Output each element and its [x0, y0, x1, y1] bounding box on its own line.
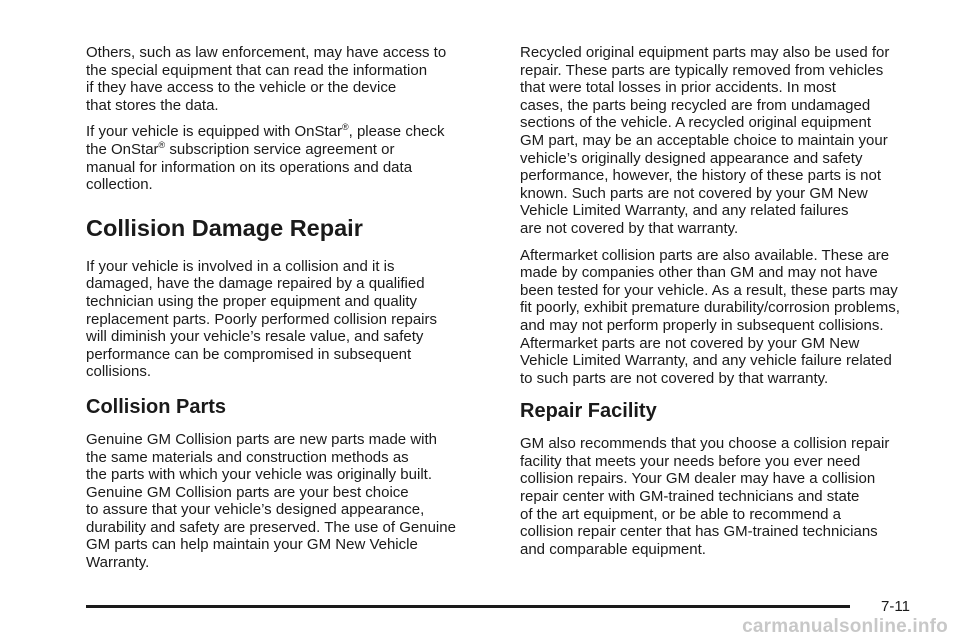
recycled-parts-paragraph: Recycled original equipment parts may also be used for repair. These parts are typically removed from vehicles that were total losses in prior accidents. In most cases, the parts being recycled are from undamaged sections of the vehicle. A recycled original equipment GM part, may be an acceptable choice to maintain your vehicle’s originally designed appearance and safety performance, however, the history of these parts is not known. Such parts are not covered by your GM New Vehicle Limited Warranty, and any related failures are not covered by that warranty.	[520, 44, 890, 237]
onstar-text-a: If your vehicle is equipped with OnStar	[86, 123, 342, 141]
law-enforcement-paragraph: Others, such as law enforcement, may have access to the special equipment that can read the information if they have access to the vehicle or the device that stores the data.	[86, 44, 447, 114]
watermark: carmanualsonline.info	[742, 616, 948, 637]
collision-damage-paragraph: If your vehicle is involved in a collision and it is damaged, have the damage repaired by a qualified technician using the proper equipment and quality replacement parts. Poorly performed collision repairs will diminish your vehicle’s resale value, and safety performance can be compromised in subsequent collisions.	[86, 257, 437, 381]
page-number: 7-11	[881, 598, 910, 615]
aftermarket-parts-paragraph: Aftermarket collision parts are also available. These are made by companies other than GM and may not have been tested for your vehicle. As a result, these parts may fit poorly, exhibit premature durability/corrosion problems, and may not perform properly in subsequent collisions. Aftermarket parts are not covered by your GM New Vehicle Limited Warranty, and any vehicle failure related to such parts are not covered by that warranty.	[520, 246, 900, 387]
heading-collision-damage-repair: Collision Damage Repair	[86, 214, 363, 241]
onstar-text-c: subscription service agreement or manual for information on its operations and data collection.	[86, 140, 413, 194]
genuine-parts-paragraph: Genuine GM Collision parts are new parts made with the same materials and construction methods as the parts with which your vehicle was originally built. Genuine GM Collision parts are your best choice to assure that your vehicle’s designed appearance, durability and safety are preserved. The use of Genuine GM parts can help maintain your GM New Vehicle Warranty.	[86, 430, 456, 572]
repair-facility-paragraph: GM also recommends that you choose a collision repair facility that meets your needs before you ever need collision repairs. Your GM dealer may have a collision repair center with GM-trained technicians and state of the art equipment, or be able to recommend a collision repair center that has GM-trained technicians and comparable equipment.	[520, 435, 890, 558]
heading-repair-facility: Repair Facility	[520, 400, 657, 423]
registered-mark: ®	[158, 139, 166, 150]
right-column	[520, 44, 922, 567]
footer-rule	[86, 605, 850, 608]
onstar-text-b: , please check the OnStar	[86, 123, 445, 158]
heading-collision-parts: Collision Parts	[86, 395, 227, 418]
left-column	[86, 44, 488, 581]
registered-mark: ®	[341, 122, 349, 133]
onstar-paragraph	[86, 123, 488, 193]
